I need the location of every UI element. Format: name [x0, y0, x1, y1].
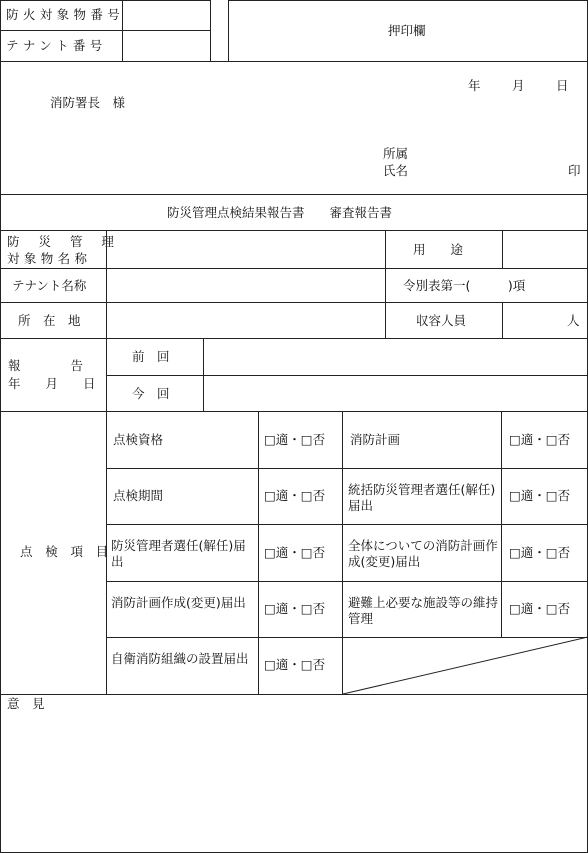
- usage-label: 用 途: [413, 242, 464, 257]
- check-toggle[interactable]: □適・□否: [264, 657, 326, 672]
- date-day-label: 日: [556, 78, 569, 93]
- item-label: 自衛消防組織の設置届出: [111, 651, 249, 666]
- check-toggle[interactable]: □適・□否: [509, 432, 571, 447]
- item-label: 点検資格: [113, 432, 164, 447]
- check-toggle[interactable]: □適・□否: [509, 545, 571, 560]
- object-name-label-line2: 対象物名称: [7, 251, 92, 266]
- previous-label: 前 回: [132, 349, 170, 364]
- fire-object-number-label: 防火対象物番号: [6, 7, 125, 22]
- item-label: 避難上必要な施設等の維持管理: [348, 595, 499, 627]
- inspection-section-label: 点 検 項 目: [20, 544, 113, 559]
- tenant-name-label: テナント名称: [12, 278, 87, 293]
- form-title: 防災管理点検結果報告書 審査報告書: [167, 205, 393, 220]
- date-year-label: 年: [468, 78, 481, 93]
- item-label: 防災管理者選任(解任)届出: [111, 538, 246, 570]
- report-date-label-line2: 年 月 日: [8, 376, 96, 391]
- object-name-label-line1: 防 災 管 理: [7, 234, 122, 249]
- check-toggle[interactable]: □適・□否: [509, 601, 571, 616]
- check-toggle[interactable]: □適・□否: [264, 601, 326, 616]
- item-label: 全体についての消防計画作成(変更)届出: [348, 538, 498, 570]
- check-toggle[interactable]: □適・□否: [264, 488, 326, 503]
- item-label: 点検期間: [113, 488, 164, 503]
- item-label: 統括防災管理者選任(解任)届出: [348, 482, 496, 514]
- recipient-label: 消防署長 様: [50, 95, 126, 110]
- item-label: 消防計画作成(変更)届出: [111, 595, 246, 610]
- tenant-number-label: テナント番号: [6, 38, 107, 53]
- item-label: 消防計画: [350, 432, 401, 447]
- capacity-label: 収容人員: [416, 313, 467, 328]
- current-label: 今 回: [132, 386, 170, 401]
- seal-column-label: 押印欄: [388, 23, 426, 38]
- affiliation-label: 所属: [383, 146, 409, 161]
- name-label: 氏名: [383, 163, 409, 178]
- check-toggle[interactable]: □適・□否: [264, 545, 326, 560]
- address-label: 所 在 地: [18, 313, 81, 328]
- opinion-label: 意 見: [7, 696, 45, 711]
- report-date-label-line1: 報 告: [8, 358, 84, 373]
- date-month-label: 月: [512, 78, 525, 93]
- check-toggle[interactable]: □適・□否: [509, 488, 571, 503]
- category-label: 令別表第一( )項: [403, 278, 526, 293]
- seal-mark: 印: [568, 163, 581, 178]
- check-toggle[interactable]: □適・□否: [264, 432, 326, 447]
- capacity-unit: 人: [567, 313, 580, 328]
